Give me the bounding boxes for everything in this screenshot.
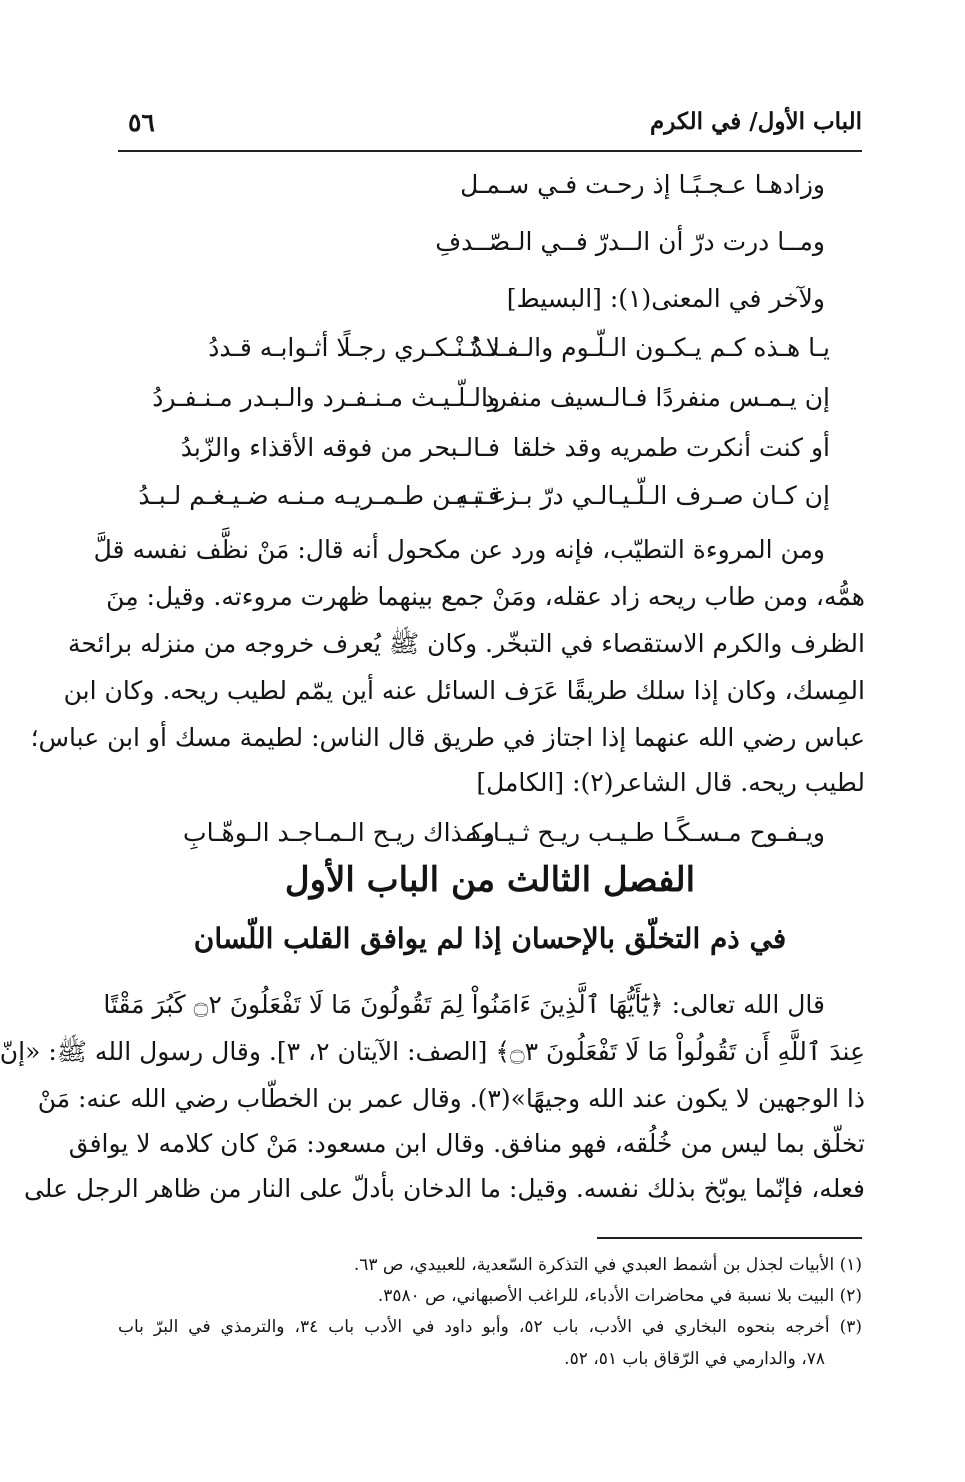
verse-row bbox=[152, 383, 830, 423]
verse-first-hemistich: ويـفـوح مـسـكًـا طـيـب ريـح ثـيـابـه bbox=[465, 818, 825, 847]
verse-second-hemistich: فـبـيـن طـمـريـه مـنـه ضـيـغـم لـبـدُ bbox=[138, 481, 500, 510]
paragraph-line: عباس رضي الله عنهما إذا اجتاز في طريق قال الناس: لطيمة مسك أو ابن عباس؛ bbox=[30, 723, 865, 752]
paragraph-line: ذا الوجهين لا يكون عند الله وجيهًا»(٣). وقال عمر بن الخطّاب رضي الله عنه: مَنْ bbox=[37, 1084, 865, 1113]
paragraph-line: المِسك، وكان إذا سلك طريقًا عَرَف السائل عنه أين يمّم لطيب ريحه. وكان ابن bbox=[63, 676, 865, 705]
paragraph-line: الظرف والكرم الاستقصاء في التبخّر. وكان ﷺ يُعرف خروجه من منزله برائحة bbox=[67, 629, 865, 658]
page-header bbox=[118, 108, 862, 144]
opening-line: وزادهـا عـجـبًـا إذ رحـت فـي سـمـل bbox=[460, 170, 825, 199]
poem-intro: ولآخر في المعنى(١): [البسيط] bbox=[506, 284, 825, 313]
header-rule bbox=[118, 150, 862, 152]
verse-row bbox=[165, 433, 830, 473]
verse-row bbox=[138, 481, 830, 521]
paragraph-line: لطيب ريحه. قال الشاعر(٢): [الكامل] bbox=[476, 768, 865, 797]
paragraph-line: فعله، فإنّما يوبّخ بذلك نفسه. وقيل: ما الدخان بأدلّ على النار من ظاهر الرجل على bbox=[23, 1174, 865, 1203]
footnote-continuation: ٧٨، والدارمي في الرّقاق باب ٥١، ٥٢. bbox=[564, 1349, 825, 1369]
paragraph-line: ومن المروءة التطيّب، فإنه ورد عن مكحول أنه قال: مَنْ نظَّف نفسه قلَّ bbox=[93, 535, 825, 564]
chapter-title: الفصل الثالث من الباب الأول bbox=[284, 860, 696, 900]
footnote-rule bbox=[597, 1237, 862, 1239]
verse-second-hemistich: لا تُـنْـكـري رجـلًا أثـوابـه قـددُ bbox=[208, 333, 500, 362]
paragraph-line: تخلّق بما ليس من خُلُقه، فهو منافق. وقال ابن مسعود: مَنْ كان كلامه لا يوافق bbox=[68, 1129, 865, 1158]
verse-first-hemistich: إن يـمـس منفردًا فـالـسيف منفرد bbox=[483, 383, 830, 412]
verse-second-hemistich: وكـذاك ريـح الـمـاجـد الـوهّـابِ bbox=[183, 818, 495, 847]
running-title: الباب الأول/ في الكرم bbox=[650, 108, 862, 135]
paragraph-line: همُّه، ومن طاب ريحه زاد عقله، ومَنْ جمع بينهما ظهرت مروءته. وقيل: مِنَ bbox=[106, 582, 865, 611]
verse-second-hemistich: فـالـبحر من فوقه الأقذاء والزّبدُ bbox=[180, 433, 500, 462]
verse-second-hemistich: والـلّـيـث مـنـفـرد والـبـدر مـنـفـردُ bbox=[152, 383, 500, 412]
paragraph-line: قال الله تعالى: ﴿يَٰٓأَيُّهَا ٱلَّذِينَ ءَامَنُواْ لِمَ تَقُولُونَ مَا لَا تَفْعَلُونَ ۝٢ كَبُرَ مَقْتًا bbox=[103, 990, 825, 1019]
verse-row bbox=[165, 333, 830, 373]
verse-row bbox=[175, 818, 825, 858]
footnote: (٣) أخرجه بنحوه البخاري في الأدب، باب ٥٢، وأبو داود في الأدب باب ٣٤، والترمذي في البرّ باب bbox=[118, 1317, 862, 1337]
footnote: (١) الأبيات لجذل بن أشمط العبدي في التذكرة السّعدية، للعبيدي، ص ٦٣. bbox=[353, 1255, 862, 1275]
paragraph-line: عِندَ ٱللَّهِ أَن تَقُولُواْ مَا لَا تَفْعَلُونَ ۝٣﴾ [الصف: الآيتان ٢، ٣]. وقال رسول الله ﷺ: «إنّ bbox=[0, 1037, 865, 1066]
opening-line: ومــا درت درّ أن الــدرّ فــي الـصّــدفِ bbox=[435, 227, 825, 256]
page-number: ٥٦ bbox=[128, 108, 155, 137]
verse-first-hemistich: إن كـان صـرف الـلّـيـالـي درّ بـزغـتـه bbox=[455, 481, 830, 510]
verse-first-hemistich: يـا هـذه كـم يـكـون الـلّـوم والـفـنـدُ bbox=[471, 333, 830, 362]
footnote: (٢) البيت بلا نسبة في محاضرات الأدباء، للراغب الأصبهاني، ص ٣٥٨٠. bbox=[377, 1286, 862, 1306]
verse-first-hemistich: أو كنت أنكرت طمريه وقد خلقا bbox=[512, 433, 830, 462]
chapter-subtitle: في ذم التخلّق بالإحسان إذا لم يوافق القلب اللّسان bbox=[193, 922, 787, 955]
